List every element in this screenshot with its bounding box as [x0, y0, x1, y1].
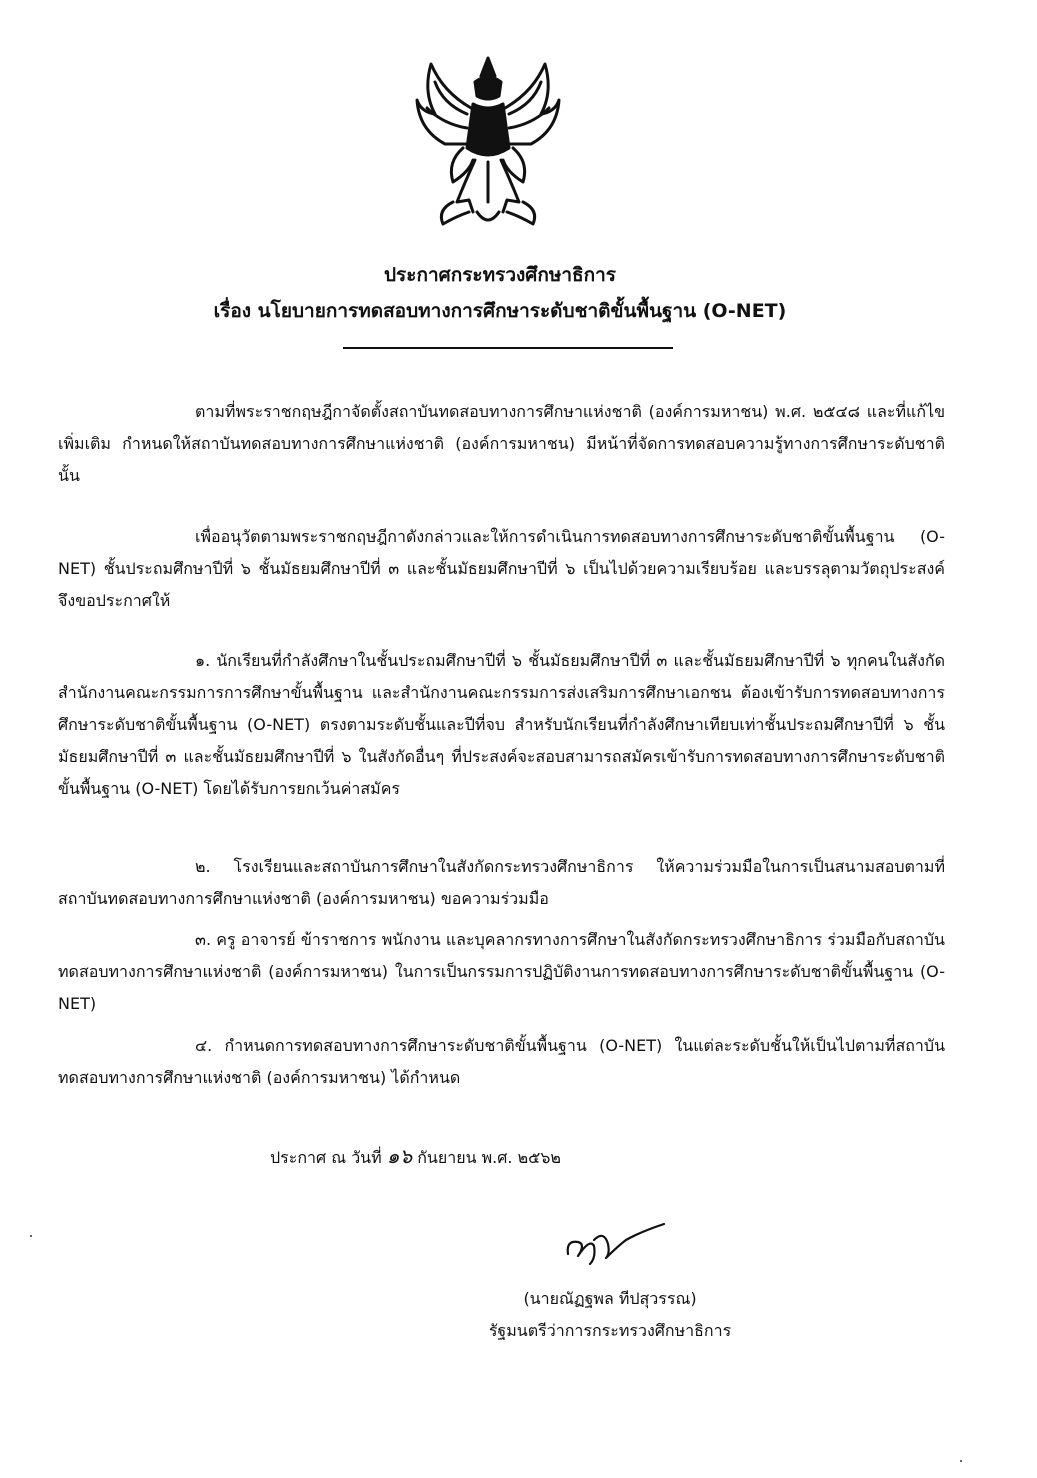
list-item-text: ๑. นักเรียนที่กำลังศึกษาในชั้นประถมศึกษาปีที่ ๖ ชั้นมัธยมศึกษาปีที่ ๓ และชั้นมัธยมศึกษาปีที่ ๖ ทุกคนในสังกัด สำนักงานคณะกรรมการการศึกษาขั้นพื้นฐาน และสำนักงานคณะกรรมการส่งเสริมการศึกษาเอกชน ต้องเข้ารับการทดสอบทางการศึกษาระดับชาติขั้นพื้นฐาน (O-NET) ตรงตามระดับชั้นและปีที่จบ สำหรับนักเรียนที่กำลังศึกษาเทียบเท่าชั้นประถมศึกษาปีที่ ๖ ชั้นมัธยมศึกษาปีที่ ๓ และชั้นมัธยมศึกษาปีที่ ๖ ในสังกัดอื่นๆ ที่ประสงค์จะสอบสามารถสมัครเข้ารับการทดสอบทางการศึกษาระดับชาติขั้นพื้นฐาน (O-NET) โดยได้รับการยกเว้นค่าสมัคร — [58, 651, 945, 798]
date-prefix: ประกาศ ณ วันที่ — [270, 1148, 382, 1167]
list-item-text: ๔. กำหนดการทดสอบทางการศึกษาระดับชาติขั้นพื้นฐาน (O-NET) ในแต่ละระดับชั้นให้เป็นไปตามที่สถาบันทดสอบทางการศึกษาแห่งชาติ (องค์การมหาชน) ได้กำหนด — [58, 1036, 945, 1087]
document-title: ประกาศกระทรวงศึกษาธิการ — [383, 264, 617, 286]
document-subject: เรื่อง นโยบายการทดสอบทางการศึกษาระดับชาติขั้นพื้นฐาน (O-NET) — [213, 300, 787, 322]
list-item-4 — [58, 1030, 945, 1094]
paragraph-preamble — [58, 396, 945, 492]
paragraph-text: เพื่ออนุวัตตามพระราชกฤษฎีกาดังกล่าวและให้การดำเนินการทดสอบทางการศึกษาระดับชาติขั้นพื้นฐาน (O-NET) ชั้นประถมศึกษาปีที่ ๖ ชั้นมัธยมศึกษาปีที่ ๓ และชั้นมัธยมศึกษาปีที่ ๖ เป็นไปด้วยความเรียบร้อย และบรรลุตามวัตถุประสงค์ จึงขอประกาศให้ — [58, 527, 945, 610]
title-divider — [343, 347, 673, 349]
signer-title: รัฐมนตรีว่าการกระทรวงศึกษาธิการ — [488, 1321, 732, 1340]
scan-speck — [960, 1460, 962, 1462]
list-item-text: ๓. ครู อาจารย์ ข้าราชการ พนักงาน และบุคลากรทางการศึกษาในสังกัดกระทรวงศึกษาธิการ ร่วมมือกับสถาบันทดสอบทางการศึกษาแห่งชาติ (องค์การมหาชน) ในการเป็นกรรมการปฏิบัติงานการทดสอบทางการศึกษาระดับชาติขั้นพื้นฐาน (O-NET) — [58, 930, 945, 1013]
scan-speck — [30, 1235, 32, 1237]
list-item-2 — [58, 851, 945, 915]
garuda-emblem-icon — [413, 52, 563, 228]
signer-name: (นายณัฏฐพล ทีปสุวรรณ) — [523, 1289, 697, 1308]
date-day: ๑๖ — [386, 1144, 413, 1168]
list-item-3 — [58, 924, 945, 1020]
paragraph-text: ตามที่พระราชกฤษฎีกาจัดตั้งสถาบันทดสอบทางการศึกษาแห่งชาติ (องค์การมหาชน) พ.ศ. ๒๕๔๘ และที่แก้ไขเพิ่มเติม กำหนดให้สถาบันทดสอบทางการศึกษาแห่งชาติ (องค์การมหาชน) มีหน้าที่จัดการทดสอบความรู้ทางการศึกษาระดับชาติ นั้น — [58, 402, 945, 485]
announcement-date — [270, 1140, 561, 1172]
paragraph-purpose — [58, 521, 945, 617]
handwritten-signature-icon — [560, 1210, 670, 1270]
list-item-1 — [58, 645, 945, 805]
date-month-year: กันยายน พ.ศ. ๒๕๖๒ — [417, 1148, 561, 1167]
list-item-text: ๒. โรงเรียนและสถาบันการศึกษาในสังกัดกระทรวงศึกษาธิการ ให้ความร่วมมือในการเป็นสนามสอบตามที่สถาบันทดสอบทางการศึกษาแห่งชาติ (องค์การมหาชน) ขอความร่วมมือ — [58, 857, 945, 908]
